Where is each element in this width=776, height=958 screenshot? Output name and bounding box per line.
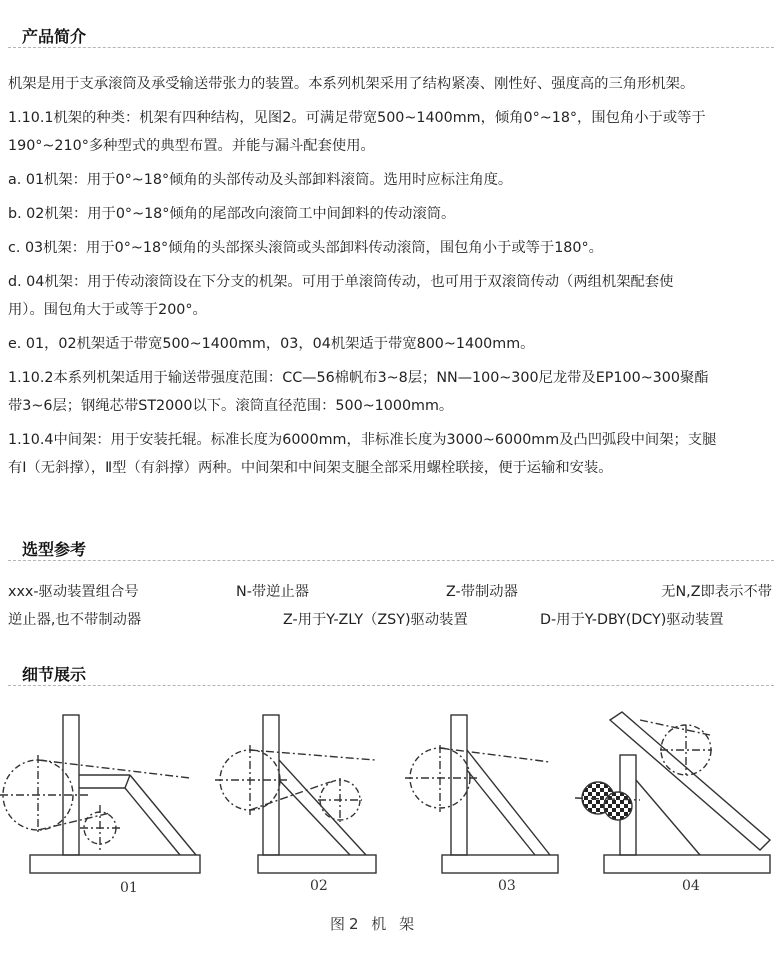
section-header-selection <box>8 533 774 561</box>
intro-line: b. 02机架：用于0°~18°倾角的尾部改向滚筒工中间卸料的传动滚筒。 <box>8 206 456 222</box>
figure-caption: 图2 机 架 <box>330 915 419 933</box>
selection-item: xxx-驱动装置组合号 <box>8 584 139 600</box>
section-header-detail <box>8 658 774 686</box>
intro-line: 190°~210°多种型式的典型布置。并能与漏斗配套使用。 <box>8 138 375 154</box>
frame-04-drawing <box>575 712 770 873</box>
figure-label-03: 03 <box>498 878 516 894</box>
intro-line: e. 01，02机架适于带宽500~1400mm，03，04机架适于带宽800~1400mm。 <box>8 336 535 352</box>
frame-03-drawing <box>405 715 558 873</box>
intro-line: 1.10.2本系列机架适用于输送带强度范围：CC—56棉帆布3~8层；NN—100~300尼龙带及EP100~300聚酯 <box>8 370 709 386</box>
intro-line: d. 04机架：用于传动滚筒设在下分支的机架。可用于单滚筒传动，也可用于双滚筒传动（两组机架配套使 <box>8 274 674 290</box>
intro-line: c. 03机架：用于0°~18°倾角的头部探头滚筒或头部卸料传动滚筒，围包角小于或等于180°。 <box>8 240 603 256</box>
selection-item: 无N,Z即表示不带 <box>661 584 772 600</box>
frame-01-drawing <box>0 715 200 873</box>
frame-drawing <box>0 700 776 900</box>
intro-line: 有Ⅰ（无斜撑），Ⅱ型（有斜撑）两种。中间架和中间架支腿全部采用螺栓联接，便于运输和安装。 <box>8 460 613 476</box>
selection-item: 逆止器,也不带制动器 <box>8 612 142 628</box>
intro-line: a. 01机架：用于0°~18°倾角的头部传动及头部卸料滚筒。选用时应标注角度。 <box>8 172 513 188</box>
intro-line: 带3~6层；钢绳芯带ST2000以下。滚筒直径范围：500~1000mm。 <box>8 398 454 414</box>
frame-02-drawing <box>215 715 376 873</box>
selection-item: D-用于Y-DBY(DCY)驱动装置 <box>540 612 724 628</box>
section-title-intro: 产品简介 <box>22 27 87 46</box>
selection-item: Z-带制动器 <box>446 584 518 600</box>
intro-line: 1.10.4中间架：用于安装托辊。标准长度为6000mm，非标准长度为3000~6000mm及凸凹弧段中间架；支腿 <box>8 432 717 448</box>
intro-line: 用）。围包角大于或等于200°。 <box>8 302 207 318</box>
intro-line: 1.10.1机架的种类：机架有四种结构，见图2。可满足带宽500~1400mm，倾角0°~18°，围包角小于或等于 <box>8 110 706 126</box>
figure-label-01: 01 <box>120 880 138 896</box>
section-title-detail: 细节展示 <box>22 665 87 684</box>
section-title-selection: 选型参考 <box>22 540 87 559</box>
figure-label-04: 04 <box>682 878 700 894</box>
selection-item: Z-用于Y-ZLY（ZSY)驱动装置 <box>283 612 468 628</box>
figure-label-02: 02 <box>310 878 328 894</box>
intro-line: 机架是用于支承滚筒及承受输送带张力的装置。本系列机架采用了结构紧凑、刚性好、强度高的三角形机架。 <box>8 76 695 92</box>
section-header-intro <box>8 20 774 48</box>
selection-item: N-带逆止器 <box>236 584 310 600</box>
